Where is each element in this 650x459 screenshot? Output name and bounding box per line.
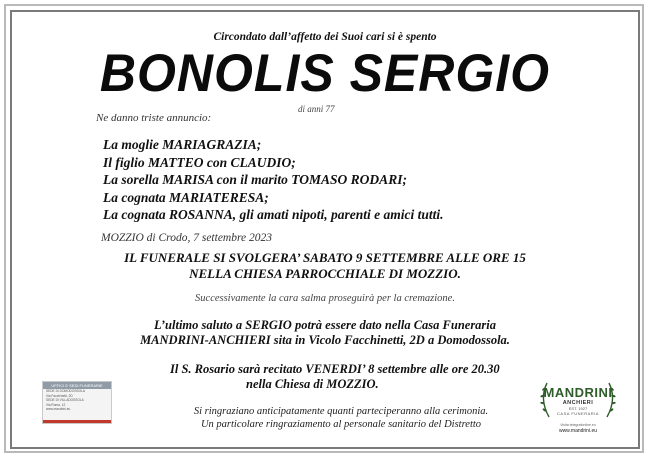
card-line: Via Facchinetti, 2D xyxy=(46,393,73,398)
card-line: SEDE DI DOMODOSSOLA xyxy=(46,389,85,393)
cremation-note: Successivamente la cara salma proseguirà per la cremazione. xyxy=(195,293,455,304)
intro-line: Circondato dall’affetto dei Suoi cari si è spento xyxy=(213,31,437,43)
family-item: La cognata MARIATERESA; xyxy=(103,189,269,205)
announce-line: Ne danno triste annuncio: xyxy=(96,112,212,124)
greeting-line: MANDRINI-ANCHIERI sita in Vicolo Facchinetti, 2D a Domodossola. xyxy=(140,333,510,347)
greeting-line: L’ultimo saluto a SERGIO potrà essere dato nella Casa Funeraria xyxy=(153,318,497,332)
card-accent-bar xyxy=(43,420,111,423)
logo-website[interactable]: www.mandrini.eu xyxy=(558,428,598,434)
age: di anni 77 xyxy=(298,104,335,114)
funeral-home-logo xyxy=(537,379,619,439)
family-list xyxy=(103,136,444,224)
thanks-line: Si ringraziano anticipatamente quanti parteciperanno alla cerimonia. xyxy=(193,406,489,417)
funeral-line: IL FUNERALE SI SVOLGERA’ SABATO 9 SETTEMBRE ALLE ORE 15 xyxy=(124,250,526,265)
card-header: UFFICI E SEDI FUNERARIE xyxy=(43,382,111,389)
funeral-line: NELLA CHIESA PARROCCHIALE DI MOZZIO. xyxy=(189,266,461,281)
logo-subtitle: ANCHIERI xyxy=(562,400,594,406)
logo-note: Visita tetegrafonline.eu xyxy=(560,423,596,427)
card-line: SEDE DI VILLADOSSOLA xyxy=(46,398,84,402)
funeral-home-card xyxy=(42,381,112,424)
rosary-notice xyxy=(170,362,500,392)
card-line: www.mandrini.eu xyxy=(46,407,71,411)
family-item: La moglie MARIAGRAZIA; xyxy=(103,137,262,152)
rosary-line: Il S. Rosario sarà recitato VENERDI’ 8 settembre alle ore 20.30 xyxy=(170,362,500,376)
deceased-name: BONOLIS SERGIO xyxy=(99,43,551,103)
family-item: Il figlio MATTEO con CLAUDIO; xyxy=(103,154,296,170)
last-greeting xyxy=(0,318,650,348)
logo-tagline: CASA FUNERARIA xyxy=(557,411,599,416)
logo-name: MANDRINI xyxy=(543,385,613,400)
card-line: Via Roma, 12 xyxy=(46,402,66,407)
thanks-line: Un particolare ringraziamento al personale sanitario del Distretto xyxy=(200,419,482,430)
rosary-line: nella Chiesa di MOZZIO. xyxy=(246,377,379,391)
logo-established: EST. 1927 xyxy=(568,406,588,411)
family-item: La cognata ROSANNA, gli amati nipoti, parenti e amici tutti. xyxy=(103,207,444,222)
place-date: MOZZIO di Crodo, 7 settembre 2023 xyxy=(101,232,273,244)
funeral-notice xyxy=(0,250,650,282)
family-item: La sorella MARISA con il marito TOMASO RODARI; xyxy=(103,172,407,187)
